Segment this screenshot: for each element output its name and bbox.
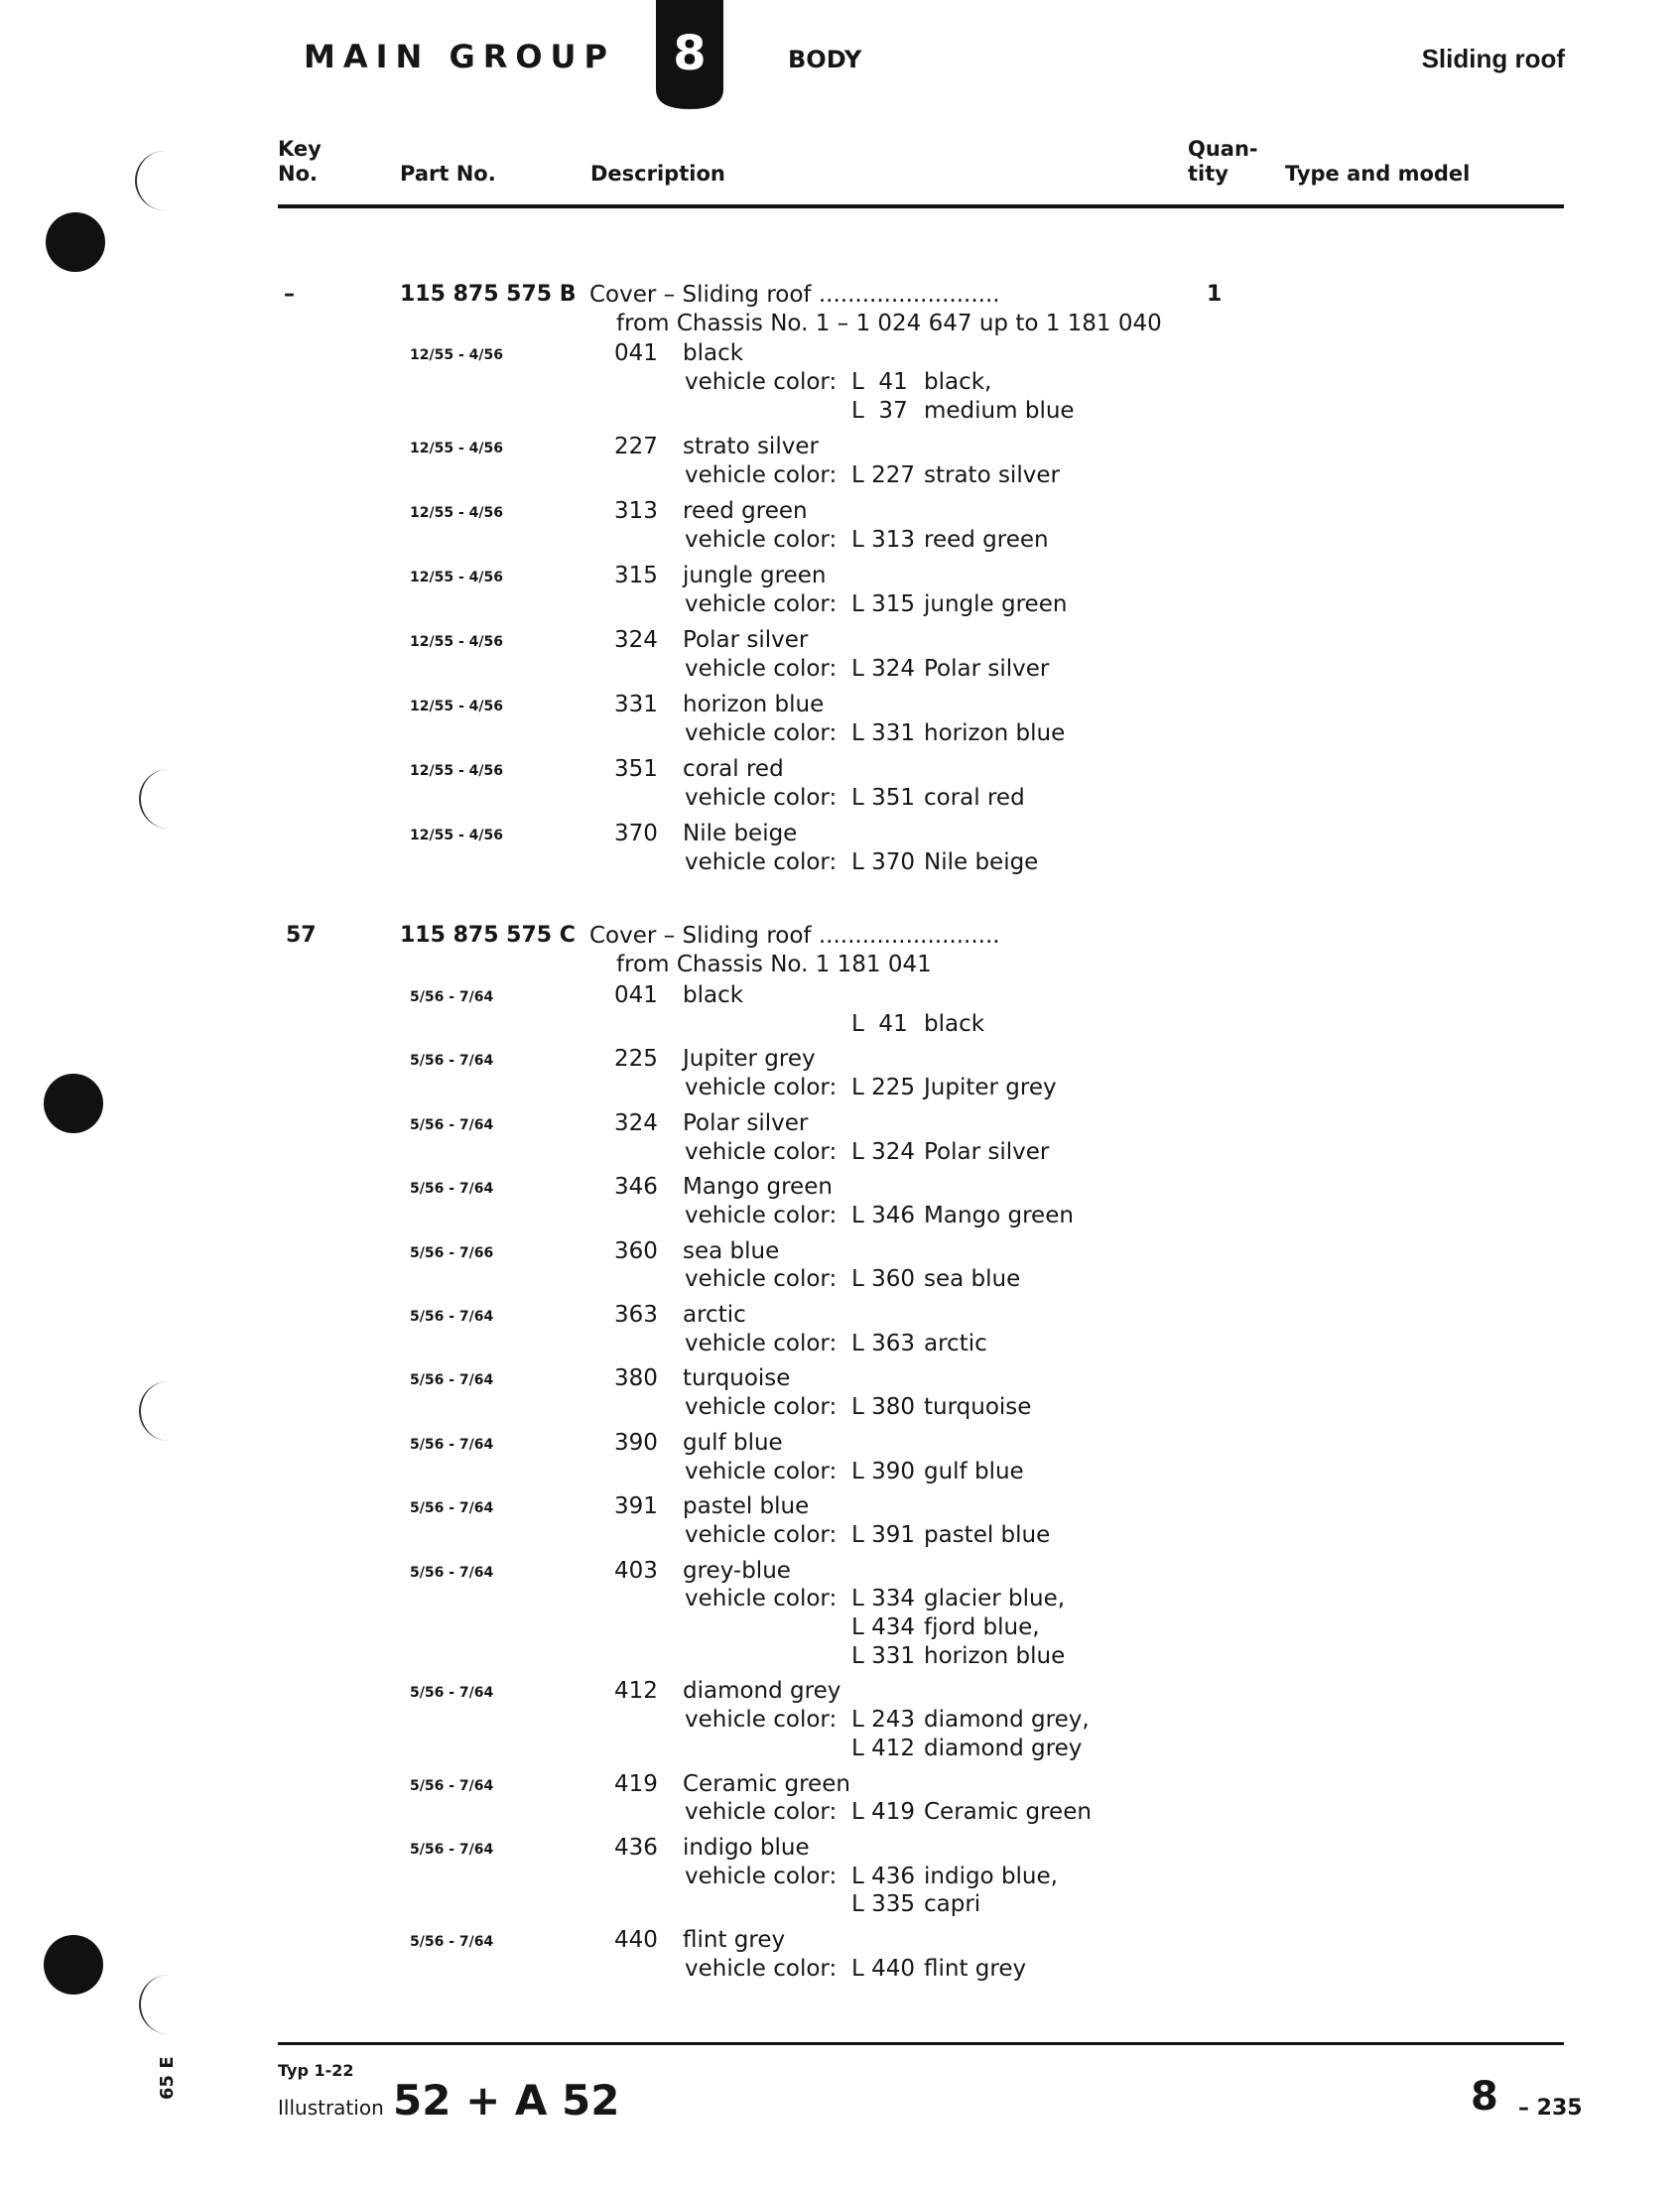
variant-color-code: 370: [614, 821, 658, 846]
vehicle-color-label: vehicle color:: [685, 1799, 838, 1826]
variant-color-name: gulf blue: [683, 1429, 783, 1456]
variant-date-range: 5/56 - 7/64: [410, 989, 494, 1005]
vehicle-color-code: L 346: [851, 1202, 916, 1228]
vehicle-color-label: vehicle color:: [685, 1707, 838, 1734]
variant-date-range: 12/55 - 4/56: [410, 699, 503, 714]
vehicle-color-label: vehicle color:: [685, 591, 838, 617]
vehicle-color-code: L 436: [851, 1863, 916, 1889]
page-number-sub: – 235: [1518, 2096, 1583, 2121]
vehicle-color-code: L 419: [851, 1799, 916, 1826]
variant-date-range: 12/55 - 4/56: [410, 441, 503, 456]
vehicle-color-name: Polar silver: [924, 1138, 1050, 1165]
entry-1-part-no: 115 875 575 B: [400, 282, 577, 307]
variant-color-code: 363: [614, 1302, 658, 1328]
variant-date-range: 5/56 - 7/64: [410, 1777, 494, 1794]
variant-color-name: reed green: [683, 498, 808, 524]
vehicle-color-name: glacier blue,: [924, 1586, 1066, 1612]
vehicle-color-name: indigo blue,: [924, 1863, 1058, 1889]
vehicle-color-label: vehicle color:: [685, 656, 838, 682]
vehicle-color-code: L 225: [851, 1075, 916, 1101]
vehicle-color-code: L 360: [851, 1266, 916, 1293]
variant-color-name: Polar silver: [683, 627, 809, 653]
vehicle-color-code: L 412: [851, 1735, 916, 1761]
variant-color-code: 440: [614, 1927, 658, 1953]
variant-color-code: 225: [614, 1046, 658, 1073]
variant-color-name: Jupiter grey: [683, 1046, 816, 1073]
footer-illustration-number: 52 + A 52: [393, 2076, 620, 2125]
vehicle-color-name: capri: [924, 1891, 981, 1918]
variant-color-name: coral red: [683, 756, 784, 782]
variant-color-code: 360: [614, 1237, 658, 1264]
entry-2-key: 57: [286, 923, 317, 948]
vehicle-color-code: L 331: [851, 720, 916, 746]
variant-color-name: Mango green: [683, 1174, 833, 1201]
vehicle-color-code: L 41: [851, 1010, 908, 1037]
vehicle-color-name: diamond grey: [924, 1735, 1083, 1761]
vehicle-color-name: black: [924, 1010, 985, 1037]
variant-color-name: strato silver: [683, 434, 819, 459]
vehicle-color-label: vehicle color:: [685, 785, 838, 811]
vehicle-color-label: vehicle color:: [685, 1394, 838, 1421]
vehicle-color-code: L 434: [851, 1614, 916, 1640]
vehicle-color-label: vehicle color:: [685, 1075, 838, 1101]
variant-date-range: 12/55 - 4/56: [410, 570, 503, 585]
vehicle-color-code: L 440: [851, 1955, 916, 1982]
variant-color-name: pastel blue: [683, 1493, 810, 1520]
variant-date-range: 12/55 - 4/56: [410, 505, 503, 521]
variant-color-name: Ceramic green: [683, 1770, 850, 1797]
vehicle-color-code: L 227: [851, 462, 916, 488]
vehicle-color-name: horizon blue: [924, 1642, 1066, 1669]
variant-color-code: 436: [614, 1834, 658, 1861]
entry-1-key: –: [284, 282, 295, 307]
vehicle-color-label: vehicle color:: [685, 1202, 838, 1228]
variant-date-range: 12/55 - 4/56: [410, 634, 503, 650]
variant-date-range: 12/55 - 4/56: [410, 763, 503, 779]
variant-color-code: 380: [614, 1365, 658, 1392]
binder-hole-icon: [44, 1074, 103, 1133]
vehicle-color-name: jungle green: [924, 591, 1068, 617]
vehicle-color-label: vehicle color:: [685, 1138, 838, 1165]
vehicle-color-label: vehicle color:: [685, 1458, 838, 1484]
variant-color-code: 351: [614, 756, 658, 782]
column-description: Description: [590, 162, 725, 186]
vehicle-color-label: vehicle color:: [685, 1955, 838, 1982]
group-number: 8: [673, 26, 707, 81]
entry-2-chassis-range: from Chassis No. 1 181 041: [616, 952, 932, 977]
vehicle-color-name: horizon blue: [924, 720, 1066, 746]
variant-color-name: jungle green: [683, 563, 827, 588]
variant-color-code: 346: [614, 1174, 658, 1201]
column-key-no-line1: Key: [278, 137, 322, 161]
vehicle-color-code: L 334: [851, 1586, 916, 1612]
vehicle-color-label: vehicle color:: [685, 527, 838, 553]
variant-color-code: 324: [614, 627, 658, 653]
vehicle-color-code: L 351: [851, 785, 916, 811]
variant-date-range: 5/56 - 7/64: [410, 1372, 494, 1389]
vehicle-color-code: L 380: [851, 1394, 916, 1421]
variant-color-code: 331: [614, 692, 658, 717]
vehicle-color-name: gulf blue: [924, 1458, 1024, 1484]
vehicle-color-name: coral red: [924, 785, 1025, 811]
variant-date-range: 12/55 - 4/56: [410, 347, 503, 363]
vehicle-color-name: Polar silver: [924, 656, 1050, 682]
scan-bracket-mark-icon: [139, 1975, 181, 2034]
variant-color-code: 391: [614, 1493, 658, 1520]
footer-illustration-label: Illustration: [278, 2096, 384, 2120]
variant-date-range: 5/56 - 7/64: [410, 1309, 494, 1325]
vehicle-color-name: diamond grey,: [924, 1707, 1090, 1734]
vehicle-color-label: vehicle color:: [685, 1586, 838, 1612]
variant-color-name: grey-blue: [683, 1557, 791, 1584]
variant-color-name: black: [683, 340, 744, 366]
variant-color-name: Nile beige: [683, 821, 798, 846]
variant-color-name: sea blue: [683, 1237, 780, 1264]
vehicle-color-name: fjord blue,: [924, 1614, 1040, 1640]
header-rule: [278, 204, 1564, 208]
footer-model: Typ 1-22: [278, 2061, 354, 2080]
variant-color-code: 324: [614, 1109, 658, 1136]
vehicle-color-label: vehicle color:: [685, 1521, 838, 1548]
variant-date-range: 5/56 - 7/64: [410, 1934, 494, 1950]
vehicle-color-name: Ceramic green: [924, 1799, 1092, 1826]
vehicle-color-code: L 41: [851, 369, 908, 395]
variant-color-name: black: [683, 982, 744, 1008]
vehicle-color-label: vehicle color:: [685, 462, 838, 488]
variant-date-range: 5/56 - 7/64: [410, 1116, 494, 1133]
vehicle-color-label: vehicle color:: [685, 1330, 838, 1356]
vehicle-color-name: reed green: [924, 527, 1049, 553]
vehicle-color-name: strato silver: [924, 462, 1060, 488]
variant-date-range: 5/56 - 7/66: [410, 1244, 494, 1261]
variant-date-range: 12/55 - 4/56: [410, 828, 503, 843]
variant-color-code: 412: [614, 1678, 658, 1705]
variant-color-name: diamond grey: [683, 1678, 841, 1705]
scan-bracket-mark-icon: [135, 151, 177, 210]
variant-date-range: 5/56 - 7/64: [410, 1436, 494, 1453]
page-subject: Sliding roof: [1421, 44, 1565, 73]
variant-color-code: 419: [614, 1770, 658, 1797]
vehicle-color-name: black,: [924, 369, 992, 395]
main-group-label: MAIN GROUP: [304, 38, 615, 75]
vehicle-color-code: L 243: [851, 1707, 916, 1734]
vehicle-color-label: vehicle color:: [685, 849, 838, 875]
variant-date-range: 5/56 - 7/64: [410, 1181, 494, 1198]
vehicle-color-code: L 313: [851, 527, 916, 553]
column-key-no-line2: No.: [278, 162, 318, 186]
vehicle-color-code: L 370: [851, 849, 916, 875]
vehicle-color-code: L 363: [851, 1330, 916, 1356]
vehicle-color-name: Nile beige: [924, 849, 1039, 875]
variant-color-name: Polar silver: [683, 1109, 809, 1136]
variant-color-code: 041: [614, 982, 658, 1008]
entry-1-chassis-range: from Chassis No. 1 – 1 024 647 up to 1 181 040: [616, 311, 1162, 336]
variant-color-code: 315: [614, 563, 658, 588]
vehicle-color-name: medium blue: [924, 398, 1075, 424]
vehicle-color-code: L 324: [851, 656, 916, 682]
vehicle-color-name: Mango green: [924, 1202, 1074, 1228]
binder-hole-icon: [46, 212, 105, 272]
variant-color-code: 313: [614, 498, 658, 524]
variant-date-range: 5/56 - 7/64: [410, 1841, 494, 1858]
entry-2-description: Cover – Sliding roof .........................: [589, 923, 1000, 949]
footer-rule: [278, 2042, 1564, 2045]
vehicle-color-label: vehicle color:: [685, 720, 838, 746]
column-quantity-line1: Quan-: [1188, 137, 1258, 161]
scan-bracket-mark-icon: [139, 1381, 181, 1441]
page-number: 8: [1471, 2074, 1498, 2120]
entry-2-part-no: 115 875 575 C: [400, 923, 576, 948]
entry-1-description: Cover – Sliding roof .........................: [589, 282, 1000, 308]
vehicle-color-name: turquoise: [924, 1394, 1032, 1421]
document-code: 65 E: [157, 2056, 178, 2100]
variant-date-range: 5/56 - 7/64: [410, 1685, 494, 1702]
vehicle-color-code: L 324: [851, 1138, 916, 1165]
variant-color-name: arctic: [683, 1302, 746, 1328]
variant-date-range: 5/56 - 7/64: [410, 1500, 494, 1517]
vehicle-color-code: L 331: [851, 1642, 916, 1669]
variant-color-name: horizon blue: [683, 692, 825, 717]
vehicle-color-code: L 391: [851, 1521, 916, 1548]
vehicle-color-name: flint grey: [924, 1955, 1027, 1982]
vehicle-color-name: sea blue: [924, 1266, 1021, 1293]
vehicle-color-label: vehicle color:: [685, 1863, 838, 1889]
vehicle-color-code: L 335: [851, 1891, 916, 1918]
scan-bracket-mark-icon: [139, 769, 181, 829]
vehicle-color-code: L 315: [851, 591, 916, 617]
vehicle-color-code: L 390: [851, 1458, 916, 1484]
vehicle-color-code: L 37: [851, 398, 908, 424]
variant-date-range: 5/56 - 7/64: [410, 1564, 494, 1581]
variant-color-code: 390: [614, 1429, 658, 1456]
variant-color-code: 403: [614, 1557, 658, 1584]
variant-color-name: turquoise: [683, 1365, 791, 1392]
variant-date-range: 5/56 - 7/64: [410, 1053, 494, 1070]
binder-hole-icon: [44, 1935, 103, 1995]
vehicle-color-name: Jupiter grey: [924, 1075, 1057, 1101]
column-quantity-line2: tity: [1188, 162, 1228, 186]
variant-color-name: indigo blue: [683, 1834, 810, 1861]
entry-1-quantity: 1: [1207, 282, 1223, 307]
column-type-model: Type and model: [1285, 162, 1471, 186]
vehicle-color-label: vehicle color:: [685, 1266, 838, 1293]
vehicle-color-label: vehicle color:: [685, 369, 838, 395]
variant-color-code: 041: [614, 340, 658, 366]
section-label: BODY: [788, 46, 862, 73]
vehicle-color-name: arctic: [924, 1330, 987, 1356]
variant-color-code: 227: [614, 434, 658, 459]
variant-color-name: flint grey: [683, 1927, 786, 1953]
vehicle-color-name: pastel blue: [924, 1521, 1051, 1548]
column-part-no: Part No.: [400, 162, 496, 186]
